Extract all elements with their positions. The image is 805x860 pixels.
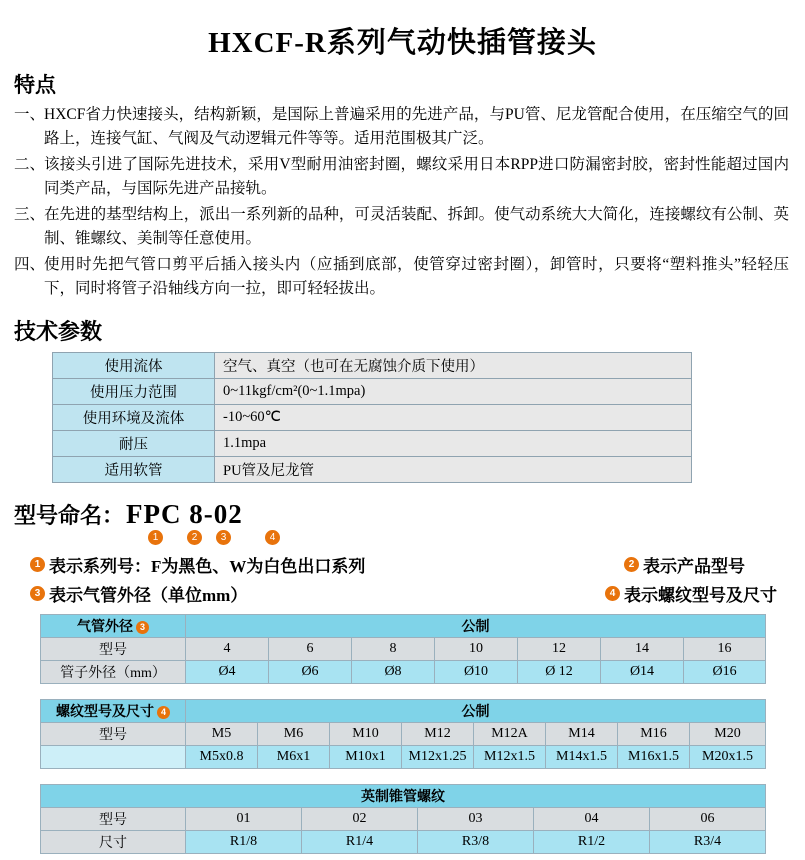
tube-header-span: 公制 bbox=[186, 615, 766, 638]
legend-item-4 bbox=[605, 581, 777, 606]
list-item-number: 三、 bbox=[14, 206, 46, 224]
table-row bbox=[41, 808, 766, 831]
badge-4-icon: 4 bbox=[157, 706, 170, 719]
cell: M20x1.5 bbox=[690, 746, 766, 769]
legend-row bbox=[30, 581, 805, 606]
table-row bbox=[41, 831, 766, 854]
page-title: HXCF-R系列气动快插管接头 bbox=[208, 27, 597, 59]
badge-4-icon: 4 bbox=[605, 586, 620, 601]
badge-1: 1 bbox=[148, 530, 163, 545]
cell: M12A bbox=[474, 723, 546, 746]
badge-3-icon: 3 bbox=[30, 586, 45, 601]
spec-value: 1.1mpa bbox=[215, 431, 692, 457]
npt-header-span: 英制锥管螺纹 bbox=[41, 785, 766, 808]
table-row bbox=[53, 431, 692, 457]
cell: M12x1.25 bbox=[402, 746, 474, 769]
legend-row bbox=[30, 552, 805, 577]
list-item-number: 四、 bbox=[14, 256, 46, 274]
table-row bbox=[53, 353, 692, 379]
cell: R3/4 bbox=[650, 831, 766, 854]
spec-value: -10~60℃ bbox=[215, 405, 692, 431]
cell bbox=[41, 746, 186, 769]
model-badge-row bbox=[148, 530, 805, 548]
thread-header-label bbox=[41, 700, 186, 723]
list-item-number: 二、 bbox=[14, 156, 46, 174]
list-item bbox=[14, 103, 789, 151]
cell: M12x1.5 bbox=[474, 746, 546, 769]
table-row bbox=[41, 785, 766, 808]
badge-2: 2 bbox=[187, 530, 202, 545]
cell: M6 bbox=[258, 723, 330, 746]
spec-label: 使用流体 bbox=[53, 353, 215, 379]
cell: Ø6 bbox=[269, 661, 352, 684]
thread-header-text: 螺纹型号及尺寸 bbox=[56, 705, 154, 721]
thread-table bbox=[40, 699, 766, 769]
spec-value: 空气、真空（也可在无腐蚀介质下使用） bbox=[215, 353, 692, 379]
legend-text: 表示气管外径（单位mm） bbox=[49, 586, 248, 606]
cell: M20 bbox=[690, 723, 766, 746]
table-row bbox=[41, 746, 766, 769]
badge-3-icon: 3 bbox=[136, 621, 149, 634]
list-item bbox=[14, 203, 789, 251]
badge-1-icon: 1 bbox=[30, 557, 45, 572]
model-code: FPC 8-02 bbox=[126, 499, 243, 530]
cell: 12 bbox=[518, 638, 601, 661]
badge-2-icon: 2 bbox=[624, 557, 639, 572]
list-item-number: 一、 bbox=[14, 106, 46, 123]
legend-text: 表示系列号：F为黑色、W为白色出口系列 bbox=[49, 557, 366, 577]
cell: Ø4 bbox=[186, 661, 269, 684]
cell: Ø16 bbox=[684, 661, 766, 684]
row-label-model: 型号 bbox=[41, 808, 186, 831]
specs-table bbox=[52, 352, 692, 483]
features-heading: 特点 bbox=[14, 73, 56, 97]
cell: Ø14 bbox=[601, 661, 684, 684]
legend-item-1 bbox=[30, 552, 365, 577]
table-row bbox=[53, 457, 692, 483]
table-row bbox=[41, 700, 766, 723]
spec-label: 耐压 bbox=[53, 431, 215, 457]
cell: 06 bbox=[650, 808, 766, 831]
document-page bbox=[0, 20, 805, 860]
cell: M12 bbox=[402, 723, 474, 746]
model-legend bbox=[0, 552, 805, 606]
list-item-text: 该接头引进了国际先进技术，采用V型耐用油密封圈，螺纹采用日本RPP进口防漏密封胶，密封性能超过国内同类产品，与国际先进产品接轨。 bbox=[44, 156, 789, 198]
cell: R3/8 bbox=[418, 831, 534, 854]
cell: 10 bbox=[435, 638, 518, 661]
list-item-text: 使用时先把气管口剪平后插入接头内（应插到底部，使管穿过密封圈），卸管时，只要将“塑料推头”轻轻压下，同时将管子沿轴线方向一拉，即可轻轻拔出。 bbox=[44, 256, 789, 298]
cell: 6 bbox=[269, 638, 352, 661]
cell: R1/2 bbox=[534, 831, 650, 854]
cell: 4 bbox=[186, 638, 269, 661]
legend-text: 表示产品型号 bbox=[643, 557, 745, 577]
npt-thread-table bbox=[40, 784, 766, 854]
cell: 03 bbox=[418, 808, 534, 831]
tube-header-label bbox=[41, 615, 186, 638]
spec-value: PU管及尼龙管 bbox=[215, 457, 692, 483]
list-item bbox=[14, 153, 789, 201]
tube-od-table bbox=[40, 614, 766, 684]
table-row bbox=[41, 638, 766, 661]
table-row bbox=[41, 723, 766, 746]
spec-label: 适用软管 bbox=[53, 457, 215, 483]
table-row bbox=[53, 405, 692, 431]
cell: M5x0.8 bbox=[186, 746, 258, 769]
table-row bbox=[41, 661, 766, 684]
cell: R1/4 bbox=[302, 831, 418, 854]
table-row bbox=[53, 379, 692, 405]
cell: 8 bbox=[352, 638, 435, 661]
spacer bbox=[0, 769, 805, 776]
cell: M16 bbox=[618, 723, 690, 746]
list-item bbox=[14, 253, 789, 301]
cell: 14 bbox=[601, 638, 684, 661]
cell: 01 bbox=[186, 808, 302, 831]
cell: M5 bbox=[186, 723, 258, 746]
legend-text: 表示螺纹型号及尺寸 bbox=[624, 586, 777, 606]
badge-3: 3 bbox=[216, 530, 231, 545]
model-naming-label: 型号命名： bbox=[14, 503, 125, 529]
cell: Ø10 bbox=[435, 661, 518, 684]
spec-label: 使用压力范围 bbox=[53, 379, 215, 405]
cell: Ø8 bbox=[352, 661, 435, 684]
list-item-text: 在先进的基型结构上，派出一系列新的品种，可灵活装配、拆卸。使气动系统大大简化，连接螺纹有公制、英制、锥螺纹、美制等任意使用。 bbox=[44, 206, 789, 248]
table-row bbox=[41, 615, 766, 638]
cell: M6x1 bbox=[258, 746, 330, 769]
cell: 16 bbox=[684, 638, 766, 661]
cell: M14x1.5 bbox=[546, 746, 618, 769]
cell: M10x1 bbox=[330, 746, 402, 769]
list-item-text: HXCF省力快速接头，结构新颖，是国际上普遍采用的先进产品，与PU管、尼龙管配合使用，在压缩空气的回路上，连接气缸、气阀及气动逻辑元件等等。适用范围极其广泛。 bbox=[44, 106, 789, 148]
spacer bbox=[0, 684, 805, 691]
legend-item-2 bbox=[624, 552, 745, 577]
cell: 04 bbox=[534, 808, 650, 831]
row-label-model: 型号 bbox=[41, 723, 186, 746]
cell: M14 bbox=[546, 723, 618, 746]
badge-4: 4 bbox=[265, 530, 280, 545]
tube-header-text: 气管外径 bbox=[77, 620, 133, 636]
cell: 02 bbox=[302, 808, 418, 831]
spec-value: 0~11kgf/cm²(0~1.1mpa) bbox=[215, 379, 692, 405]
row-label-od: 管子外径（mm） bbox=[41, 661, 186, 684]
legend-item-3 bbox=[30, 581, 247, 606]
cell: R1/8 bbox=[186, 831, 302, 854]
cell: Ø 12 bbox=[518, 661, 601, 684]
model-naming-line bbox=[14, 499, 805, 530]
spec-label: 使用环境及流体 bbox=[53, 405, 215, 431]
cell: M16x1.5 bbox=[618, 746, 690, 769]
thread-header-span: 公制 bbox=[186, 700, 766, 723]
features-list bbox=[14, 103, 789, 301]
specs-heading: 技术参数 bbox=[14, 319, 103, 345]
row-label-model: 型号 bbox=[41, 638, 186, 661]
row-label-size: 尺寸 bbox=[41, 831, 186, 854]
cell: M10 bbox=[330, 723, 402, 746]
